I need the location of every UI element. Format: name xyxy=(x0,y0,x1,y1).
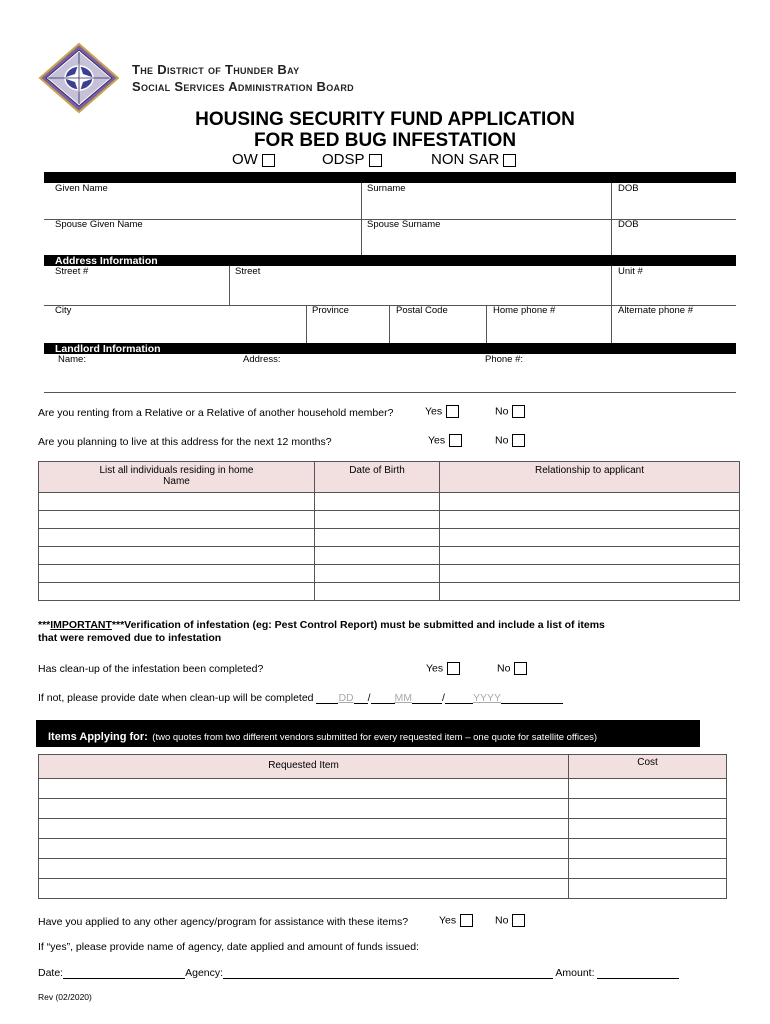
important-word: IMPORTANT xyxy=(50,619,112,631)
nonsar-checkbox[interactable] xyxy=(503,154,516,167)
agency-name-field[interactable] xyxy=(223,967,553,979)
table-row xyxy=(39,565,740,583)
household-dob-cell[interactable] xyxy=(315,583,440,601)
requested-item-cell[interactable] xyxy=(39,879,569,899)
agency-yes-label: Yes xyxy=(439,914,457,927)
odsp-checkbox[interactable] xyxy=(369,154,382,167)
requested-item-cell[interactable] xyxy=(39,779,569,799)
revision-label: Rev (02/2020) xyxy=(38,992,92,1002)
table-row xyxy=(39,493,740,511)
question-12-months: Are you planning to live at this address for the next 12 months? xyxy=(38,436,332,448)
landlord-address-field[interactable]: Address: xyxy=(243,354,281,365)
important-notice xyxy=(38,619,605,631)
household-relationship-cell[interactable] xyxy=(440,511,740,529)
question-relative: Are you renting from a Relative or a Relative of another household member? xyxy=(38,407,394,419)
cost-cell[interactable] xyxy=(569,879,727,899)
household-name-cell[interactable] xyxy=(39,493,315,511)
cost-cell[interactable] xyxy=(569,819,727,839)
household-table xyxy=(38,461,740,601)
other-agency-question: Have you applied to any other agency/program for assistance with these items? xyxy=(38,916,409,928)
amount-field[interactable] xyxy=(597,967,679,979)
relative-yes-label: Yes xyxy=(425,405,443,418)
household-dob-cell[interactable] xyxy=(315,529,440,547)
cleanup-date-row: If not, please provide date when clean-up will be completed DD / MM / YYYY xyxy=(38,692,563,704)
cost-cell[interactable] xyxy=(569,799,727,819)
important-prefix: *** xyxy=(38,619,51,631)
household-header-line1: List all individuals residing in home xyxy=(99,465,254,476)
program-nonsar xyxy=(431,151,516,168)
if-yes-instruction: If “yes”, please provide name of agency, date applied and amount of funds issued: xyxy=(38,941,419,953)
cost-cell[interactable] xyxy=(569,779,727,799)
household-relationship-cell[interactable] xyxy=(440,565,740,583)
household-dob-cell[interactable] xyxy=(315,511,440,529)
household-relationship-cell[interactable] xyxy=(440,583,740,601)
requested-item-cell[interactable] xyxy=(39,839,569,859)
stay-no xyxy=(495,434,525,447)
landlord-name-field[interactable]: Name: xyxy=(58,354,86,365)
cleanup-date-prompt: If not, please provide date when clean-up will be completed xyxy=(38,692,314,704)
household-name-cell[interactable] xyxy=(39,529,315,547)
household-dob-cell[interactable] xyxy=(315,547,440,565)
street-number-field[interactable]: Street # xyxy=(55,266,89,277)
cleanup-month-field[interactable] xyxy=(371,692,395,704)
street-field[interactable]: Street xyxy=(235,266,261,277)
cleanup-question: Has clean-up of the infestation been completed? xyxy=(38,663,264,675)
items-heading: Items Applying for: xyxy=(48,731,148,743)
cost-header: Cost xyxy=(569,755,727,779)
important-rest: ***Verification of infestation (eg: Pest Control Report) must be submitted and include a list of items xyxy=(111,619,605,631)
household-name-cell[interactable] xyxy=(39,547,315,565)
alternate-phone-field[interactable]: Alternate phone # xyxy=(618,305,694,316)
household-relationship-cell[interactable] xyxy=(440,493,740,511)
table-row xyxy=(39,779,727,799)
agency-yes-checkbox[interactable] xyxy=(460,914,473,927)
cleanup-no-label: No xyxy=(497,662,511,675)
relative-yes xyxy=(425,405,459,418)
cost-cell[interactable] xyxy=(569,859,727,879)
cleanup-no-checkbox[interactable] xyxy=(514,662,527,675)
date-label: Date: xyxy=(38,967,64,979)
agency-no xyxy=(495,914,525,927)
spouse-given-name-field[interactable]: Spouse Given Name xyxy=(55,219,143,230)
postal-code-field[interactable]: Postal Code xyxy=(396,305,448,316)
dob-field[interactable]: DOB xyxy=(618,183,639,194)
day-placeholder: DD xyxy=(338,692,354,704)
household-name-cell[interactable] xyxy=(39,583,315,601)
agency-date-field[interactable] xyxy=(63,967,185,979)
items-heading-row xyxy=(48,727,597,745)
household-header-line2: Name xyxy=(163,476,190,487)
org-name-line1: The District of Thunder Bay xyxy=(132,62,300,77)
cleanup-yes xyxy=(426,662,460,675)
cleanup-yes-label: Yes xyxy=(426,662,444,675)
table-row xyxy=(39,511,740,529)
spouse-dob-field[interactable]: DOB xyxy=(618,219,639,230)
table-row xyxy=(39,859,727,879)
household-name-cell[interactable] xyxy=(39,565,315,583)
form-title-line1: HOUSING SECURITY FUND APPLICATION xyxy=(195,109,575,130)
stay-no-label: No xyxy=(495,434,509,447)
household-name-cell[interactable] xyxy=(39,511,315,529)
household-name-header xyxy=(39,462,315,493)
important-notice-line2: that were removed due to infestation xyxy=(38,632,222,644)
table-row xyxy=(39,799,727,819)
relative-no-label: No xyxy=(495,405,509,418)
address-heading: Address Information xyxy=(55,255,158,267)
agency-yes xyxy=(439,914,473,927)
relative-yes-checkbox[interactable] xyxy=(446,405,459,418)
home-phone-field[interactable]: Home phone # xyxy=(493,305,556,316)
relative-no xyxy=(495,405,525,418)
requested-item-cell[interactable] xyxy=(39,859,569,879)
table-row xyxy=(39,547,740,565)
landlord-heading: Landlord Information xyxy=(55,343,161,355)
cleanup-day-field[interactable] xyxy=(316,692,338,704)
cost-cell[interactable] xyxy=(569,839,727,859)
given-name-field[interactable]: Given Name xyxy=(55,183,108,194)
agency-label: Agency: xyxy=(185,967,224,979)
org-name-line2: Social Services Administration Board xyxy=(132,79,354,94)
year-placeholder: YYYY xyxy=(472,692,501,704)
applicant-header-bar xyxy=(44,172,736,183)
agency-no-checkbox[interactable] xyxy=(512,914,525,927)
items-table xyxy=(38,754,727,899)
stay-yes-checkbox[interactable] xyxy=(449,434,462,447)
dtssab-logo xyxy=(38,42,120,114)
relative-no-checkbox[interactable] xyxy=(512,405,525,418)
unit-field[interactable]: Unit # xyxy=(618,266,643,277)
requested-item-cell[interactable] xyxy=(39,799,569,819)
spouse-surname-field[interactable]: Spouse Surname xyxy=(367,219,441,230)
household-relationship-header: Relationship to applicant xyxy=(440,462,740,493)
ow-checkbox[interactable] xyxy=(262,154,275,167)
province-field[interactable]: Province xyxy=(312,305,349,316)
requested-item-header: Requested Item xyxy=(39,755,569,779)
program-odsp xyxy=(322,151,382,168)
program-odsp-label: ODSP xyxy=(322,151,365,168)
table-row xyxy=(39,583,740,601)
agency-no-label: No xyxy=(495,914,509,927)
items-note: (two quotes from two different vendors submitted for every requested item – one quote for satellite offices) xyxy=(152,732,598,743)
form-title-line2: FOR BED BUG INFESTATION xyxy=(253,130,517,151)
household-dob-cell[interactable] xyxy=(315,493,440,511)
table-row xyxy=(39,839,727,859)
month-placeholder: MM xyxy=(394,692,413,704)
surname-field[interactable]: Surname xyxy=(367,183,406,194)
program-ow xyxy=(232,151,275,168)
requested-item-cell[interactable] xyxy=(39,819,569,839)
cleanup-no xyxy=(497,662,527,675)
agency-details-row xyxy=(38,967,679,979)
cleanup-yes-checkbox[interactable] xyxy=(447,662,460,675)
stay-yes xyxy=(428,434,462,447)
table-row xyxy=(39,879,727,899)
household-dob-cell[interactable] xyxy=(315,565,440,583)
amount-label: Amount: xyxy=(555,967,595,979)
household-relationship-cell[interactable] xyxy=(440,547,740,565)
stay-yes-label: Yes xyxy=(428,434,446,447)
city-field[interactable]: City xyxy=(55,305,72,316)
landlord-phone-field[interactable]: Phone #: xyxy=(485,354,524,365)
program-nonsar-label: NON SAR xyxy=(431,151,500,168)
household-relationship-cell[interactable] xyxy=(440,529,740,547)
stay-no-checkbox[interactable] xyxy=(512,434,525,447)
program-ow-label: OW xyxy=(232,151,258,168)
table-row xyxy=(39,529,740,547)
cleanup-year-field[interactable] xyxy=(445,692,473,704)
table-row xyxy=(39,819,727,839)
household-dob-header: Date of Birth xyxy=(315,462,440,493)
